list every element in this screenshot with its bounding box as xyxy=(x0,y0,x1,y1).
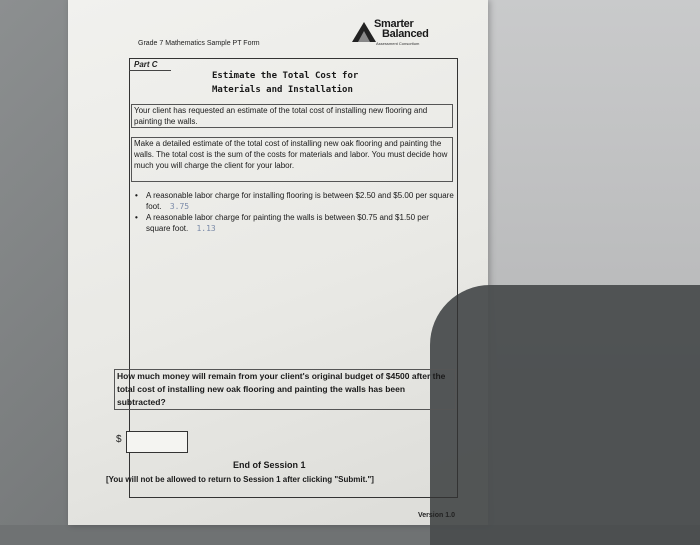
part-label: Part C xyxy=(134,60,158,69)
section-title-line-1: Estimate the Total Cost for xyxy=(212,71,359,81)
section-title-line-2: Materials and Installation xyxy=(212,85,353,95)
question-text: How much money will remain from your client's original budget of $4500 after the total cost of installing new oak flooring and painting the walls has been subtracted? xyxy=(114,369,456,410)
bullet-icon: • xyxy=(135,213,138,222)
answer-input[interactable] xyxy=(126,431,188,453)
currency-symbol: $ xyxy=(116,434,122,445)
labor-charge-list xyxy=(135,190,455,234)
logo-text-consortium: Assessment Consortium xyxy=(376,41,420,46)
list-item xyxy=(135,190,455,212)
version-label: Version 1.0 xyxy=(418,512,455,519)
logo-text-balanced: Balanced xyxy=(382,28,429,40)
form-title: Grade 7 Mathematics Sample PT Form xyxy=(138,40,260,47)
handwritten-note-flooring: 3.75 xyxy=(169,202,190,211)
part-label-divider xyxy=(129,70,171,71)
list-item xyxy=(135,212,455,234)
paragraph-request: Your client has requested an estimate of the total cost of installing new flooring and painting the walls. xyxy=(131,104,453,128)
handwritten-note-painting: 1.13 xyxy=(196,224,216,233)
logo-triangle-icon xyxy=(352,22,376,42)
section-title xyxy=(212,69,358,97)
bullet-text-painting: A reasonable labor charge for painting the walls is between $0.75 and $1.50 per square foot. xyxy=(146,213,429,233)
bullet-text-flooring: A reasonable labor charge for installing flooring is between $2.50 and $5.00 per square foot. xyxy=(146,191,454,211)
bullet-icon: • xyxy=(135,191,138,200)
end-of-session-title: End of Session 1 xyxy=(233,460,306,470)
paragraph-estimate: Make a detailed estimate of the total cost of installing new oak flooring and painting the walls. The total cost is the sum of the costs for materials and labor. You must decide how much you will charge the client for your labor. xyxy=(131,137,453,182)
smarter-balanced-logo xyxy=(352,18,462,50)
end-of-session-note: [You will not be allowed to return to Session 1 after clicking "Submit."] xyxy=(106,475,374,484)
logo-text-smarter: Smarter xyxy=(374,18,414,30)
phone-shadow xyxy=(430,285,700,545)
